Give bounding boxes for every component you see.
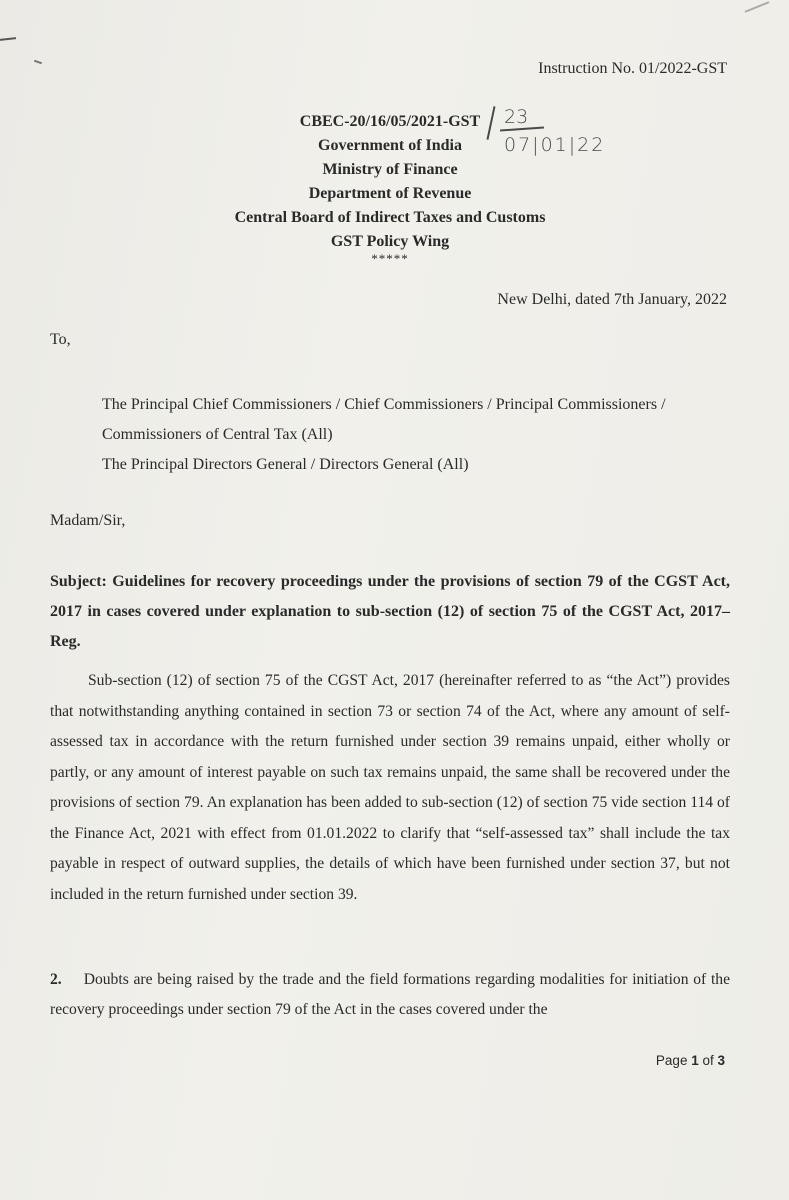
addressee-line: The Principal Chief Commissioners / Chief Commissioners / Principal Commissioners / [102, 396, 666, 413]
header-line: Ministry of Finance [322, 161, 458, 178]
header-line: Department of Revenue [308, 185, 472, 202]
date-line: New Delhi, dated 7th January, 2022 [497, 291, 727, 308]
file-number: CBEC-20/16/05/2021-GST [299, 113, 481, 130]
addressee-list [102, 390, 742, 480]
stars-divider: ***** [371, 251, 409, 266]
paragraph-2 [50, 965, 730, 1025]
paragraph-text: Doubts are being raised by the trade and the field formations regarding modalities for initiation of the recovery proceedings under section 79 of the Act in the cases covered under the [50, 971, 730, 1018]
header-line: Central Board of Indirect Taxes and Customs [234, 209, 546, 226]
header-line: GST Policy Wing [330, 233, 450, 250]
total-pages: 3 [717, 1053, 725, 1068]
scan-mark [0, 37, 16, 41]
handwritten-date: 07|01|22 [504, 134, 606, 156]
scan-mark [34, 60, 42, 65]
instruction-number: Instruction No. 01/2022-GST [538, 60, 727, 77]
paragraph-1: Sub-section (12) of section 75 of the CGST Act, 2017 (hereinafter referred to as “the Act”) provides that notwithstanding anything contained in section 73 or section 74 of the Act, where any amount of self-assessed tax in accordance with the return furnished under section 39 remains unpaid, either wholly or partly, or any amount of interest payable on such tax remains unpaid, the same shall be recovered under the provisions of section 79. An explanation has been added to sub-section (12) of section 75 vide section 114 of the Finance Act, 2021 with effect from 01.01.2022 to clarify that “self-assessed tax” shall include the tax payable in respect of outward supplies, the details of which have been furnished under section 37, but not included in the return furnished under section 39. [50, 672, 730, 903]
handwritten-number: 23 [504, 106, 529, 128]
salutation: Madam/Sir, [50, 512, 126, 529]
addressee-line: Commissioners of Central Tax (All) [102, 426, 333, 443]
header-line: Government of India [318, 137, 462, 154]
paragraph-number: 2. [50, 971, 62, 988]
subject: Subject: Guidelines for recovery proceedings under the provisions of section 79 of the CGST Act, 2017 in cases covered under explanation to sub-section (12) of section 75 of the CGST Act, 2017–Reg. [50, 573, 730, 650]
current-page: 1 [691, 1053, 699, 1068]
to-label: To, [50, 331, 71, 348]
page-indicator: Page 1 of 3 [655, 1053, 725, 1068]
addressee-line: The Principal Directors General / Directors General (All) [102, 456, 469, 473]
scan-mark [745, 1, 770, 13]
